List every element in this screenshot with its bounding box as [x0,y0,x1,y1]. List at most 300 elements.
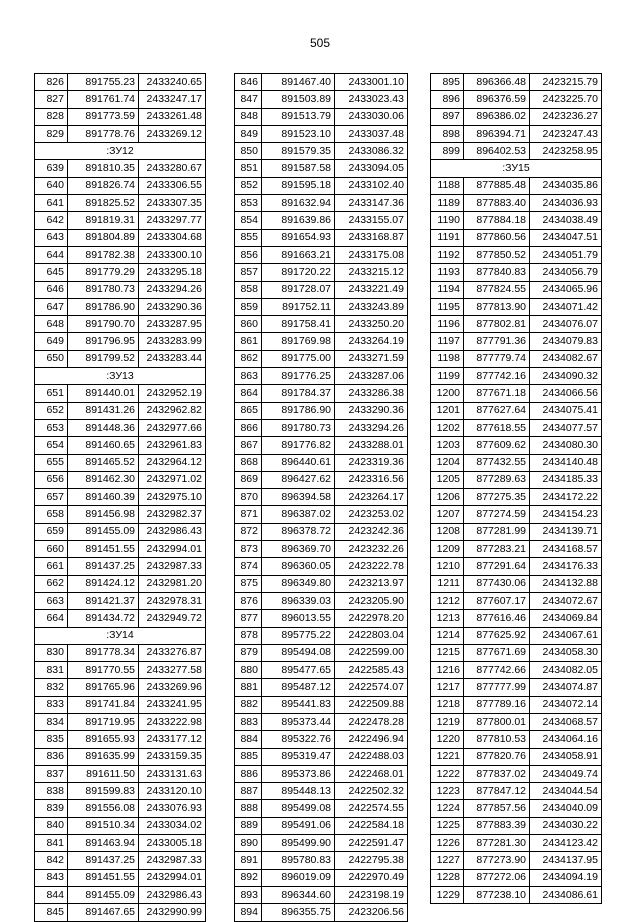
x-coordinate: 891752.11 [262,298,335,315]
table-row [35,679,206,696]
y-coordinate: 2423319.36 [335,454,408,471]
y-coordinate: 2434090.32 [530,368,602,385]
y-coordinate: 2434069.84 [530,610,602,627]
y-coordinate: 2432962.82 [139,402,206,419]
x-coordinate: 891579.35 [262,143,335,160]
x-coordinate: 891463.94 [68,835,139,852]
x-coordinate: 877432.55 [464,454,530,471]
point-number: 1222 [431,765,464,782]
y-coordinate: 2434066.56 [530,385,602,402]
table-row [235,229,408,246]
y-coordinate: 2433250.20 [335,316,408,333]
table-row [431,748,602,765]
table-row [431,246,602,263]
x-coordinate: 891780.73 [68,281,139,298]
table-row [235,143,408,160]
point-number: 898 [431,125,464,142]
y-coordinate: 2423316.56 [335,471,408,488]
point-number: 864 [235,385,262,402]
point-number: 639 [35,160,68,177]
point-number: 870 [235,489,262,506]
x-coordinate: 891758.41 [262,316,335,333]
point-number: 1224 [431,800,464,817]
table-row [431,886,602,903]
point-number: 847 [235,91,262,108]
point-number: 654 [35,437,68,454]
y-coordinate: 2422574.07 [335,679,408,696]
y-coordinate: 2422599.00 [335,644,408,661]
table-row [235,385,408,402]
x-coordinate: 891769.98 [262,333,335,350]
y-coordinate: 2433287.95 [139,316,206,333]
point-number: 867 [235,437,262,454]
point-number: 856 [235,246,262,263]
y-coordinate: 2433001.10 [335,74,408,91]
y-coordinate: 2434080.30 [530,437,602,454]
table-row [431,125,602,142]
y-coordinate: 2434071.42 [530,298,602,315]
x-coordinate: 891467.65 [68,904,139,921]
y-coordinate: 2433168.87 [335,229,408,246]
x-coordinate: 891775.00 [262,350,335,367]
point-number: 875 [235,575,262,592]
point-number: 876 [235,592,262,609]
table-row [35,316,206,333]
table-row [235,506,408,523]
coordinates-table-1 [34,73,206,922]
table-row [235,869,408,886]
x-coordinate: 891431.26 [68,402,139,419]
x-coordinate: 891663.21 [262,246,335,263]
y-coordinate: 2432961.83 [139,437,206,454]
y-coordinate: 2433294.26 [139,281,206,298]
table-row [431,454,602,471]
point-number: 879 [235,644,262,661]
y-coordinate: 2434172.22 [530,489,602,506]
x-coordinate: 891819.31 [68,212,139,229]
x-coordinate: 891755.23 [68,74,139,91]
x-coordinate: 895775.22 [262,627,335,644]
section-header-row [35,143,206,160]
y-coordinate: 2434038.49 [530,212,602,229]
x-coordinate: 877885.48 [464,177,530,194]
table-row [35,160,206,177]
y-coordinate: 2432978.31 [139,592,206,609]
point-number: 851 [235,160,262,177]
x-coordinate: 891776.82 [262,437,335,454]
y-coordinate: 2432977.66 [139,419,206,436]
y-coordinate: 2422978.20 [335,610,408,627]
y-coordinate: 2433283.99 [139,333,206,350]
point-number: 891 [235,852,262,869]
y-coordinate: 2423225.70 [530,91,602,108]
table-row [35,696,206,713]
x-coordinate: 891719.95 [68,713,139,730]
table-row [235,350,408,367]
point-number: 1193 [431,264,464,281]
coordinates-table-2 [234,73,408,922]
y-coordinate: 2434075.41 [530,402,602,419]
table-row [431,402,602,419]
table-row [35,731,206,748]
point-number: 650 [35,350,68,367]
y-coordinate: 2422478.28 [335,713,408,730]
y-coordinate: 2433159.35 [139,748,206,765]
table-row [431,74,602,91]
table-row [431,713,602,730]
table-row [35,575,206,592]
point-number: 828 [35,108,68,125]
y-coordinate: 2434072.67 [530,592,602,609]
point-number: 1210 [431,558,464,575]
y-coordinate: 2434132.88 [530,575,602,592]
y-coordinate: 2434168.57 [530,541,602,558]
table-row [431,91,602,108]
x-coordinate: 877272.06 [464,869,530,886]
table-row [235,783,408,800]
table-row [431,333,602,350]
y-coordinate: 2434068.57 [530,713,602,730]
x-coordinate: 895491.06 [262,817,335,834]
y-coordinate: 2434140.48 [530,454,602,471]
y-coordinate: 2423206.56 [335,904,408,921]
table-row [35,835,206,852]
y-coordinate: 2434185.33 [530,471,602,488]
point-number: 653 [35,419,68,436]
table-row [431,489,602,506]
point-number: 1207 [431,506,464,523]
x-coordinate: 877883.40 [464,195,530,212]
table-row [35,610,206,627]
table-row [35,644,206,661]
table-row [35,904,206,921]
point-number: 843 [35,869,68,886]
x-coordinate: 877791.36 [464,333,530,350]
point-number: 1220 [431,731,464,748]
x-coordinate: 891784.37 [262,385,335,402]
point-number: 853 [235,195,262,212]
y-coordinate: 2423264.17 [335,489,408,506]
x-coordinate: 877860.56 [464,229,530,246]
point-number: 878 [235,627,262,644]
y-coordinate: 2422509.88 [335,696,408,713]
x-coordinate: 896013.55 [262,610,335,627]
table-row [431,368,602,385]
point-number: 849 [235,125,262,142]
y-coordinate: 2433086.32 [335,143,408,160]
y-coordinate: 2423236.27 [530,108,602,125]
y-coordinate: 2434082.05 [530,662,602,679]
table-row [35,212,206,229]
section-header: :ЗУ14 [35,627,206,644]
point-number: 1195 [431,298,464,315]
x-coordinate: 891556.08 [68,800,139,817]
point-number: 1201 [431,402,464,419]
y-coordinate: 2434072.14 [530,696,602,713]
x-coordinate: 891460.39 [68,489,139,506]
point-number: 868 [235,454,262,471]
table-row [431,817,602,834]
y-coordinate: 2432952.19 [139,385,206,402]
table-row [235,195,408,212]
y-coordinate: 2433276.87 [139,644,206,661]
y-coordinate: 2432949.72 [139,610,206,627]
y-coordinate: 2422574.55 [335,800,408,817]
y-coordinate: 2433300.10 [139,246,206,263]
table-row [431,506,602,523]
table-row [235,662,408,679]
table-row [35,592,206,609]
y-coordinate: 2434123.42 [530,835,602,852]
x-coordinate: 877671.18 [464,385,530,402]
y-coordinate: 2434047.51 [530,229,602,246]
y-coordinate: 2434076.07 [530,316,602,333]
table-row [235,610,408,627]
table-row [35,264,206,281]
y-coordinate: 2433120.10 [139,783,206,800]
table-row [35,454,206,471]
x-coordinate: 877274.59 [464,506,530,523]
table-row [431,696,602,713]
point-number: 1209 [431,541,464,558]
table-row [235,316,408,333]
x-coordinate: 891720.22 [262,264,335,281]
y-coordinate: 2423242.36 [335,523,408,540]
point-number: 826 [35,74,68,91]
y-coordinate: 2432994.01 [139,869,206,886]
y-coordinate: 2433037.48 [335,125,408,142]
y-coordinate: 2422970.49 [335,869,408,886]
section-header: :ЗУ13 [35,368,206,385]
section-header: :ЗУ12 [35,143,206,160]
table-row [35,506,206,523]
x-coordinate: 891510.34 [68,817,139,834]
point-number: 857 [235,264,262,281]
x-coordinate: 877840.83 [464,264,530,281]
x-coordinate: 891523.10 [262,125,335,142]
table-row [235,471,408,488]
y-coordinate: 2434074.87 [530,679,602,696]
point-number: 884 [235,731,262,748]
y-coordinate: 2433030.06 [335,108,408,125]
point-number: 892 [235,869,262,886]
y-coordinate: 2434067.61 [530,627,602,644]
table-row [235,454,408,471]
y-coordinate: 2433269.12 [139,125,206,142]
y-coordinate: 2434040.09 [530,800,602,817]
y-coordinate: 2422591.47 [335,835,408,852]
x-coordinate: 895319.47 [262,748,335,765]
y-coordinate: 2433297.77 [139,212,206,229]
table-row [431,592,602,609]
x-coordinate: 877802.81 [464,316,530,333]
y-coordinate: 2434079.83 [530,333,602,350]
x-coordinate: 891587.58 [262,160,335,177]
table-row [35,783,206,800]
table-row [235,904,408,921]
x-coordinate: 891437.25 [68,558,139,575]
table-row [235,541,408,558]
y-coordinate: 2423215.79 [530,74,602,91]
point-number: 656 [35,471,68,488]
point-number: 1226 [431,835,464,852]
x-coordinate: 891467.40 [262,74,335,91]
y-coordinate: 2433241.95 [139,696,206,713]
y-coordinate: 2432987.33 [139,558,206,575]
x-coordinate: 891462.30 [68,471,139,488]
y-coordinate: 2434056.79 [530,264,602,281]
x-coordinate: 877275.35 [464,489,530,506]
table-row [235,765,408,782]
x-coordinate: 877671.69 [464,644,530,661]
table-row [35,195,206,212]
point-number: 858 [235,281,262,298]
table-row [235,437,408,454]
point-number: 865 [235,402,262,419]
x-coordinate: 877742.66 [464,662,530,679]
x-coordinate: 896386.02 [464,108,530,125]
x-coordinate: 877789.16 [464,696,530,713]
table-row [235,298,408,315]
x-coordinate: 891465.52 [68,454,139,471]
point-number: 886 [235,765,262,782]
x-coordinate: 891421.37 [68,592,139,609]
table-row [431,644,602,661]
y-coordinate: 2423258.95 [530,143,602,160]
point-number: 863 [235,368,262,385]
x-coordinate: 877609.62 [464,437,530,454]
y-coordinate: 2434035.86 [530,177,602,194]
point-number: 652 [35,402,68,419]
y-coordinate: 2433131.63 [139,765,206,782]
point-number: 845 [35,904,68,921]
point-number: 846 [235,74,262,91]
y-coordinate: 2432986.43 [139,523,206,540]
point-number: 885 [235,748,262,765]
y-coordinate: 2433280.67 [139,160,206,177]
x-coordinate: 895441.83 [262,696,335,713]
point-number: 1216 [431,662,464,679]
table-row [35,298,206,315]
x-coordinate: 896349.80 [262,575,335,592]
x-coordinate: 896376.59 [464,91,530,108]
table-row [235,817,408,834]
x-coordinate: 877810.53 [464,731,530,748]
x-coordinate: 896360.05 [262,558,335,575]
x-coordinate: 891786.90 [68,298,139,315]
y-coordinate: 2432964.12 [139,454,206,471]
table-row [235,160,408,177]
y-coordinate: 2433034.02 [139,817,206,834]
point-number: 1200 [431,385,464,402]
table-row [431,662,602,679]
x-coordinate: 895780.83 [262,852,335,869]
point-number: 1228 [431,869,464,886]
y-coordinate: 2433264.19 [335,333,408,350]
x-coordinate: 877627.64 [464,402,530,419]
point-number: 1199 [431,368,464,385]
table-row [431,316,602,333]
y-coordinate: 2434058.91 [530,748,602,765]
point-number: 1227 [431,852,464,869]
table-row [35,385,206,402]
table-row [35,662,206,679]
x-coordinate: 891595.18 [262,177,335,194]
table-row [35,333,206,350]
table-row [235,886,408,903]
point-number: 844 [35,886,68,903]
point-number: 877 [235,610,262,627]
table-row [235,852,408,869]
table-row [35,852,206,869]
y-coordinate: 2432994.01 [139,541,206,558]
table-row [235,419,408,436]
y-coordinate: 2433222.98 [139,713,206,730]
y-coordinate: 2422585.43 [335,662,408,679]
table-row [35,541,206,558]
x-coordinate: 891460.65 [68,437,139,454]
table-row [235,523,408,540]
point-number: 895 [431,74,464,91]
x-coordinate: 891455.09 [68,523,139,540]
point-number: 1198 [431,350,464,367]
x-coordinate: 891773.59 [68,108,139,125]
point-number: 1196 [431,316,464,333]
y-coordinate: 2423213.97 [335,575,408,592]
point-number: 657 [35,489,68,506]
table-row [235,246,408,263]
table-row [235,74,408,91]
x-coordinate: 877824.55 [464,281,530,298]
table-row [431,800,602,817]
table-row [431,264,602,281]
y-coordinate: 2422584.18 [335,817,408,834]
y-coordinate: 2433240.65 [139,74,206,91]
point-number: 887 [235,783,262,800]
point-number: 838 [35,783,68,800]
table-row [35,402,206,419]
x-coordinate: 877291.64 [464,558,530,575]
table-row [431,523,602,540]
x-coordinate: 877430.06 [464,575,530,592]
table-row [35,91,206,108]
x-coordinate: 877273.90 [464,852,530,869]
x-coordinate: 895448.13 [262,783,335,800]
point-number: 1213 [431,610,464,627]
x-coordinate: 896019.09 [262,869,335,886]
x-coordinate: 896394.71 [464,125,530,142]
x-coordinate: 891437.25 [68,852,139,869]
point-number: 1217 [431,679,464,696]
point-number: 1223 [431,783,464,800]
y-coordinate: 2434077.57 [530,419,602,436]
y-coordinate: 2433295.18 [139,264,206,281]
point-number: 882 [235,696,262,713]
x-coordinate: 877857.56 [464,800,530,817]
table-row [431,108,602,125]
table-row [235,91,408,108]
point-number: 1212 [431,592,464,609]
table-row [235,368,408,385]
y-coordinate: 2432987.33 [139,852,206,869]
x-coordinate: 877837.02 [464,765,530,782]
table-row [235,748,408,765]
table-row [35,713,206,730]
y-coordinate: 2434058.30 [530,644,602,661]
x-coordinate: 891503.89 [262,91,335,108]
y-coordinate: 2422496.94 [335,731,408,748]
point-number: 658 [35,506,68,523]
